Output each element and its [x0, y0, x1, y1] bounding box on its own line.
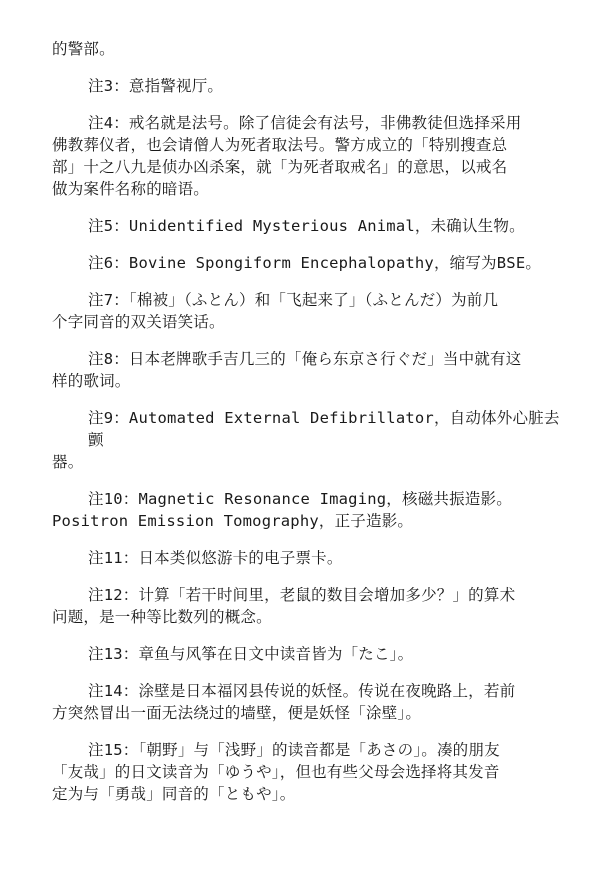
- footnote-5: [52, 215, 560, 237]
- text-line: 注7：「棉被」（ふとん）和「飞起来了」（ふとんだ）为前几: [88, 291, 499, 309]
- text-line: 佛教葬仪者，也会请僧人为死者取法号。警方成立的「特别搜查总: [52, 136, 508, 154]
- text-line: 做为案件名称的暗语。: [52, 180, 210, 198]
- text-line: 注13：章鱼与风筝在日文中读音皆为「たこ」。: [88, 645, 414, 663]
- text-line: 注12：计算「若干时间里，老鼠的数目会增加多少？」的算术: [88, 586, 516, 604]
- text-line: 器。: [52, 453, 84, 471]
- text-line: 注15：「朝野」与「浅野」的读音都是「あさの」。凑的朋友: [88, 741, 500, 759]
- footnote-3: [52, 75, 560, 97]
- text-line: Positron Emission Tomography，正子造影。: [52, 512, 414, 530]
- text-line: 样的歌词。: [52, 372, 131, 390]
- text-line: 方突然冒出一面无法绕过的墙壁，便是妖怪「涂壁」。: [52, 704, 422, 722]
- text-line: 注10：Magnetic Resonance Imaging，核磁共振造影。: [88, 490, 512, 508]
- text-line: 的警部。: [52, 40, 115, 58]
- text-line: 注9：Automated External Defibrillator，自动体外心脏去颤: [88, 409, 560, 449]
- text-line: 注8：日本老牌歌手吉几三的「俺ら东京さ行ぐだ」当中就有这: [88, 350, 522, 368]
- footnote-14: [52, 680, 560, 724]
- footnote-15: [52, 739, 560, 805]
- text-line: 注5：Unidentified Mysterious Animal，未确认生物。: [88, 217, 525, 235]
- footnote-11: [52, 547, 560, 569]
- footnote-10: [52, 488, 560, 532]
- footnote-4: [52, 112, 560, 200]
- text-line: 注3：意指警视厅。: [88, 77, 224, 95]
- text-line: 部」十之八九是侦办凶杀案，就「为死者取戒名」的意思，以戒名: [52, 158, 508, 176]
- text-line: 注14：涂壁是日本福冈县传说的妖怪。传说在夜晚路上，若前: [88, 682, 516, 700]
- footnote-6: [52, 252, 560, 274]
- document-page: [52, 38, 560, 805]
- text-line: 注11：日本类似悠游卡的电子票卡。: [88, 549, 343, 567]
- text-line: 定为与「勇哉」同音的「ともや」。: [52, 785, 296, 803]
- text-line: 「友哉」的日文读音为「ゆうや」，但也有些父母会选择将其发音: [52, 763, 500, 781]
- footnote-8: [52, 348, 560, 392]
- footnote-12: [52, 584, 560, 628]
- text-line: 问题，是一种等比数列的概念。: [52, 608, 272, 626]
- text-line: 注4：戒名就是法号。除了信徒会有法号，非佛教徒但选择采用: [88, 114, 522, 132]
- footnote-9: [52, 407, 560, 473]
- footnote-13: [52, 643, 560, 665]
- text-line: 注6：Bovine Spongiform Encephalopathy，缩写为BSE。: [88, 254, 542, 272]
- text-line: 个字同音的双关语笑话。: [52, 313, 225, 331]
- continued-text: [52, 38, 560, 60]
- footnote-7: [52, 289, 560, 333]
